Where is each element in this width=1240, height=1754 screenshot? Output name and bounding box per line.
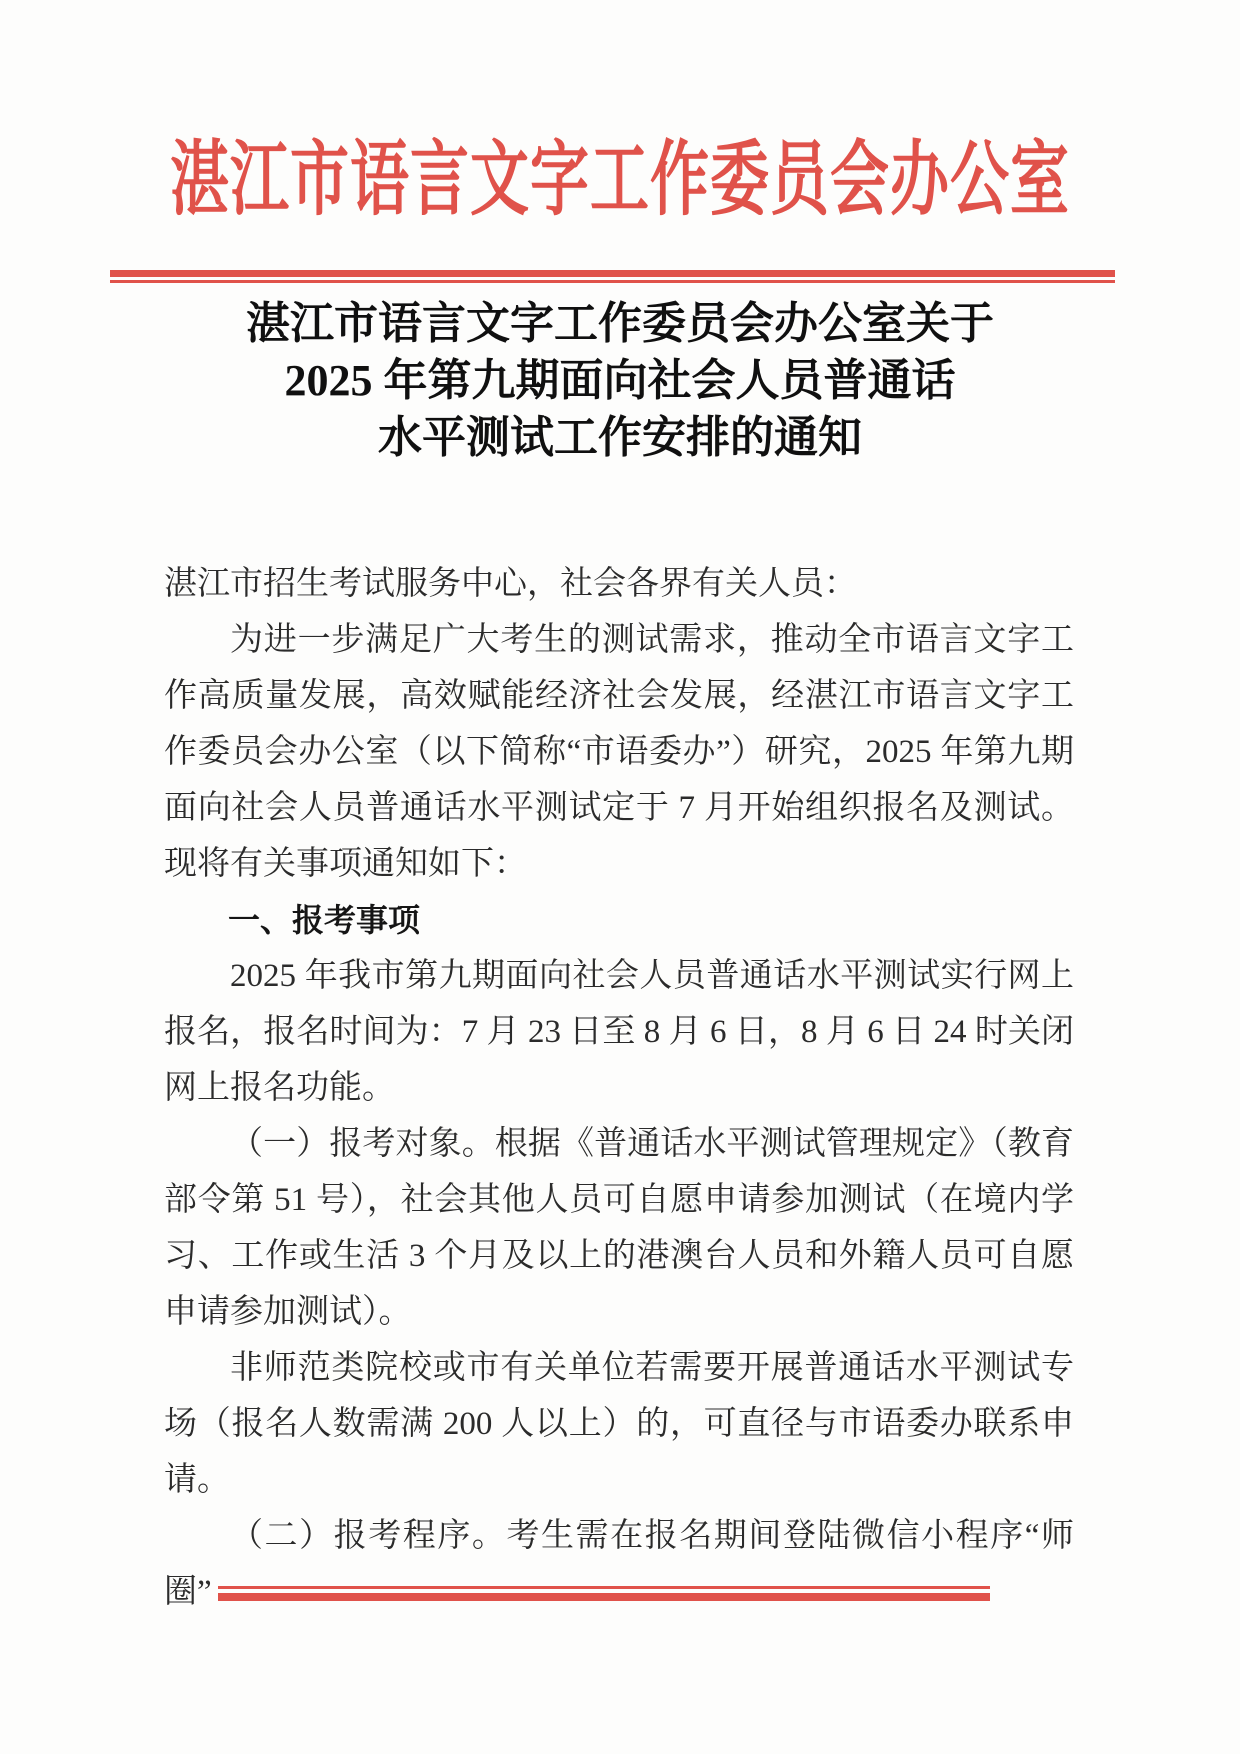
- title-line-3: 水平测试工作安排的通知: [378, 413, 862, 462]
- paragraph-eligibility: （一）报考对象。根据《普通话水平测试管理规定》（教育部令第 51 号），社会其他人员可自愿申请参加测试（在境内学习、工作或生活 3 个月及以上的港澳台人员和外籍人员可自愿申请参加测试）。: [164, 1126, 1074, 1330]
- separator-thick-line: [110, 270, 1115, 277]
- paragraph-procedure: （二）报考程序。考生需在报名期间登陆微信小程序“师圈”: [164, 1518, 1074, 1610]
- letterhead-org-name: 湛江市语言文字工作委员会办公室: [169, 133, 1070, 226]
- document-title: [0, 295, 1240, 466]
- paragraph-registration-time: 2025 年我市第九期面向社会人员普通话水平测试实行网上报名，报名时间为：7 月 23 日至 8 月 6 日，8 月 6 日 24 时关闭网上报名功能。: [164, 958, 1074, 1106]
- section-heading-registration-matters: 一、报考事项: [228, 902, 421, 938]
- footer-separator-rule: [218, 1586, 990, 1601]
- title-line-2: 2025 年第九期面向社会人员普通话: [284, 356, 956, 405]
- separator-thick-line: [218, 1593, 990, 1601]
- letterhead-separator-rule: [110, 270, 1115, 283]
- paragraph-intro: 为进一步满足广大考生的测试需求，推动全市语言文字工作高质量发展，高效赋能经济社会发展，经湛江市语言文字工作委员会办公室（以下简称“市语委办”）研究，2025 年第九期面向社会人员普通话水平测试定于 7 月开始组织报名及测试。现将有关事项通知如下：: [164, 622, 1075, 882]
- title-line-1: 湛江市语言文字工作委员会办公室关于: [246, 299, 994, 348]
- paragraph-group-session: 非师范类院校或市有关单位若需要开展普通话水平测试专场（报名人数需满 200 人以上）的，可直径与市语委办联系申请。: [164, 1350, 1074, 1498]
- separator-thin-line: [110, 280, 1115, 283]
- salutation-line: 湛江市招生考试服务中心，社会各界有关人员：: [164, 566, 857, 602]
- document-body: [164, 556, 1074, 1620]
- separator-thin-line: [218, 1586, 990, 1589]
- letterhead: [0, 116, 1240, 283]
